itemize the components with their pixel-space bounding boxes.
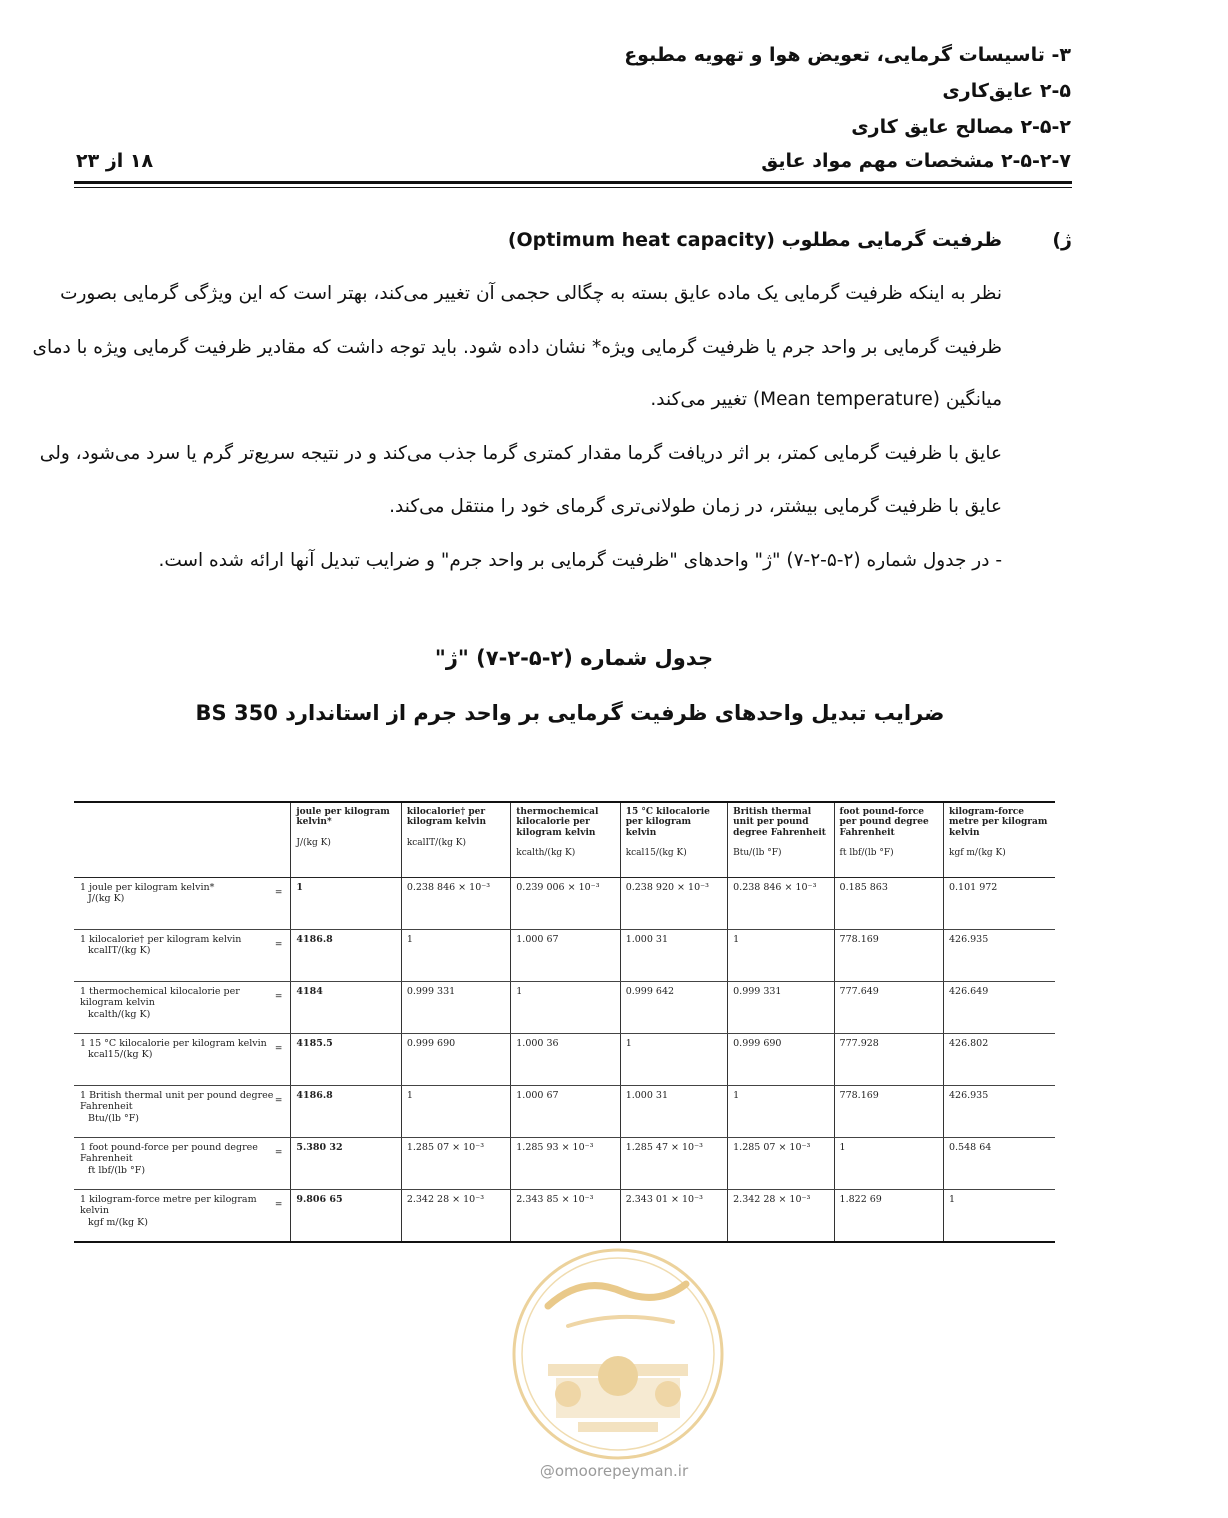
row-label: 1 British thermal unit per pound degree Fahrenheit Btu/(lb °F) =: [74, 1086, 291, 1138]
table-cell: 0.238 846 × 10⁻³: [401, 878, 510, 930]
table-cell: 777.928: [834, 1034, 943, 1086]
column-header: kilogram-force metre per kilogram kelvin kgf m/(kg K): [943, 802, 1055, 878]
table-cell: 2.342 28 × 10⁻³: [728, 1190, 834, 1243]
paragraph-line: عایق با ظرفیت گرمایی کمتر، بر اثر دریافت گرما مقدار کمتری گرما جذب می‌کند و در نتیجه سریع‌تر گرم یا سرد می‌شود، ولی: [39, 443, 1002, 464]
table-row: [74, 878, 1055, 930]
watermark-seal-icon: [508, 1244, 728, 1464]
table-cell: 1.000 36: [511, 1034, 620, 1086]
table-row: [74, 1138, 1055, 1190]
table-row: [74, 930, 1055, 982]
table-cell: 1.000 67: [511, 1086, 620, 1138]
table-cell: 1.285 47 × 10⁻³: [620, 1138, 727, 1190]
table-header-row: [74, 802, 1055, 878]
table-row: [74, 982, 1055, 1034]
table-cell: 2.343 01 × 10⁻³: [620, 1190, 727, 1243]
table-cell: 1: [401, 930, 510, 982]
table-cell: 5.380 32: [291, 1138, 401, 1190]
table-cell: 1.285 93 × 10⁻³: [511, 1138, 620, 1190]
table-cell: 0.999 642: [620, 982, 727, 1034]
table-cell: 1: [728, 930, 834, 982]
table-cell: 0.185 863: [834, 878, 943, 930]
table-cell: 1: [511, 982, 620, 1034]
table-cell: 0.239 006 × 10⁻³: [511, 878, 620, 930]
corner-cell: [74, 802, 291, 878]
header-rule: [74, 181, 1072, 184]
table-cell: 9.806 65: [291, 1190, 401, 1243]
table-cell: 1: [943, 1190, 1055, 1243]
row-label: 1 thermochemical kilocalorie per kilogram kelvin kcalth/(kg K) =: [74, 982, 291, 1034]
table-cell: 0.548 64: [943, 1138, 1055, 1190]
row-label: 1 foot pound-force per pound degree Fahrenheit ft lbf/(lb °F) =: [74, 1138, 291, 1190]
table-cell: 0.999 690: [401, 1034, 510, 1086]
table-cell: 0.999 331: [728, 982, 834, 1034]
paragraph-line: میانگین (Mean temperature) تغییر می‌کند.: [650, 389, 1002, 410]
table-cell: 1.822 69: [834, 1190, 943, 1243]
header-line-2: ۲-۵ عایق‌کاری: [942, 80, 1071, 102]
table-cell: 0.238 920 × 10⁻³: [620, 878, 727, 930]
table-cell: 1.000 31: [620, 1086, 727, 1138]
table-cell: 0.101 972: [943, 878, 1055, 930]
column-header: kilocalorie† per kilogram kelvin kcalIT/(kg K): [401, 802, 510, 878]
header-line-3: ۲-۵-۲ مصالح عایق کاری: [851, 116, 1071, 138]
table-cell: 1: [291, 878, 401, 930]
page-number: ۱۸ از ۲۳: [76, 150, 154, 172]
table-cell: 1.000 31: [620, 930, 727, 982]
header-line-1: ۳- تاسیسات گرمایی، تعویض هوا و تهویه مطبوع: [624, 44, 1071, 66]
table-cell: 2.342 28 × 10⁻³: [401, 1190, 510, 1243]
table-cell: 1.285 07 × 10⁻³: [401, 1138, 510, 1190]
conversion-table: [74, 801, 1055, 1243]
table-cell: 426.649: [943, 982, 1055, 1034]
table-cell: 426.935: [943, 1086, 1055, 1138]
table-cell: 778.169: [834, 1086, 943, 1138]
row-label: 1 kilocalorie† per kilogram kelvin kcalIT/(kg K) =: [74, 930, 291, 982]
header-rule-thin: [74, 187, 1072, 188]
website-watermark: @omoorepeyman.ir: [539, 1462, 689, 1480]
table-cell: 4185.5: [291, 1034, 401, 1086]
section-marker: ژ): [1052, 229, 1072, 251]
table-row: [74, 1034, 1055, 1086]
column-header: 15 °C kilocalorie per kilogram kelvin kcal15/(kg K): [620, 802, 727, 878]
column-header: joule per kilogram kelvin* J/(kg K): [291, 802, 401, 878]
table-row: [74, 1086, 1055, 1138]
table-cell: 0.999 331: [401, 982, 510, 1034]
column-header: foot pound-force per pound degree Fahrenheit ft lbf/(lb °F): [834, 802, 943, 878]
table-cell: 4186.8: [291, 1086, 401, 1138]
table-cell: 1.000 67: [511, 930, 620, 982]
section-heading: ظرفیت گرمایی مطلوب (Optimum heat capacity): [507, 229, 1002, 251]
paragraph-line: ظرفیت گرمایی بر واحد جرم یا ظرفیت گرمایی ویژه* نشان داده شود. باید توجه داشت که مقادیر ظرفیت گرمایی ویژه با دمای: [32, 337, 1002, 358]
table-cell: 777.649: [834, 982, 943, 1034]
paragraph-line: نظر به اینکه ظرفیت گرمایی یک ماده عایق بسته به چگالی حجمی آن تغییر می‌کند، بهتر است که این ویژگی گرمایی بصورت: [60, 283, 1002, 304]
table-cell: 4186.8: [291, 930, 401, 982]
table-cell: 4184: [291, 982, 401, 1034]
table-cell: 1.285 07 × 10⁻³: [728, 1138, 834, 1190]
paragraph-line: - در جدول شماره (۲-۵-۲-۷) "ژ" واحدهای "ظرفیت گرمایی بر واحد جرم" و ضرایب تبدیل آنها ارائه شده است.: [158, 550, 1002, 571]
column-header: British thermal unit per pound degree Fahrenheit Btu/(lb °F): [728, 802, 834, 878]
table-cell: 0.999 690: [728, 1034, 834, 1086]
table-cell: 778.169: [834, 930, 943, 982]
table-cell: 426.802: [943, 1034, 1055, 1086]
table-cell: 1: [728, 1086, 834, 1138]
table-title: جدول شماره (۲-۵-۲-۷) "ژ": [434, 646, 714, 670]
row-label: 1 joule per kilogram kelvin* J/(kg K) =: [74, 878, 291, 930]
table-cell: 0.238 846 × 10⁻³: [728, 878, 834, 930]
row-label: 1 15 °C kilocalorie per kilogram kelvin kcal15/(kg K) =: [74, 1034, 291, 1086]
table-cell: 1: [620, 1034, 727, 1086]
table-subtitle: ضرایب تبدیل واحدهای ظرفیت گرمایی بر واحد جرم از استاندارد BS 350: [195, 701, 945, 725]
table-cell: 2.343 85 × 10⁻³: [511, 1190, 620, 1243]
paragraph-line: عایق با ظرفیت گرمایی بیشتر، در زمان طولانی‌تری گرمای خود را منتقل می‌کند.: [389, 496, 1002, 517]
header-line-4: ۲-۵-۲-۷ مشخصات مهم مواد عایق: [761, 150, 1071, 172]
table-cell: 426.935: [943, 930, 1055, 982]
row-label: 1 kilogram-force metre per kilogram kelvin kgf m/(kg K) =: [74, 1190, 291, 1243]
table-row: [74, 1190, 1055, 1243]
table-cell: 1: [834, 1138, 943, 1190]
column-header: thermochemical kilocalorie per kilogram kelvin kcalth/(kg K): [511, 802, 620, 878]
table-cell: 1: [401, 1086, 510, 1138]
